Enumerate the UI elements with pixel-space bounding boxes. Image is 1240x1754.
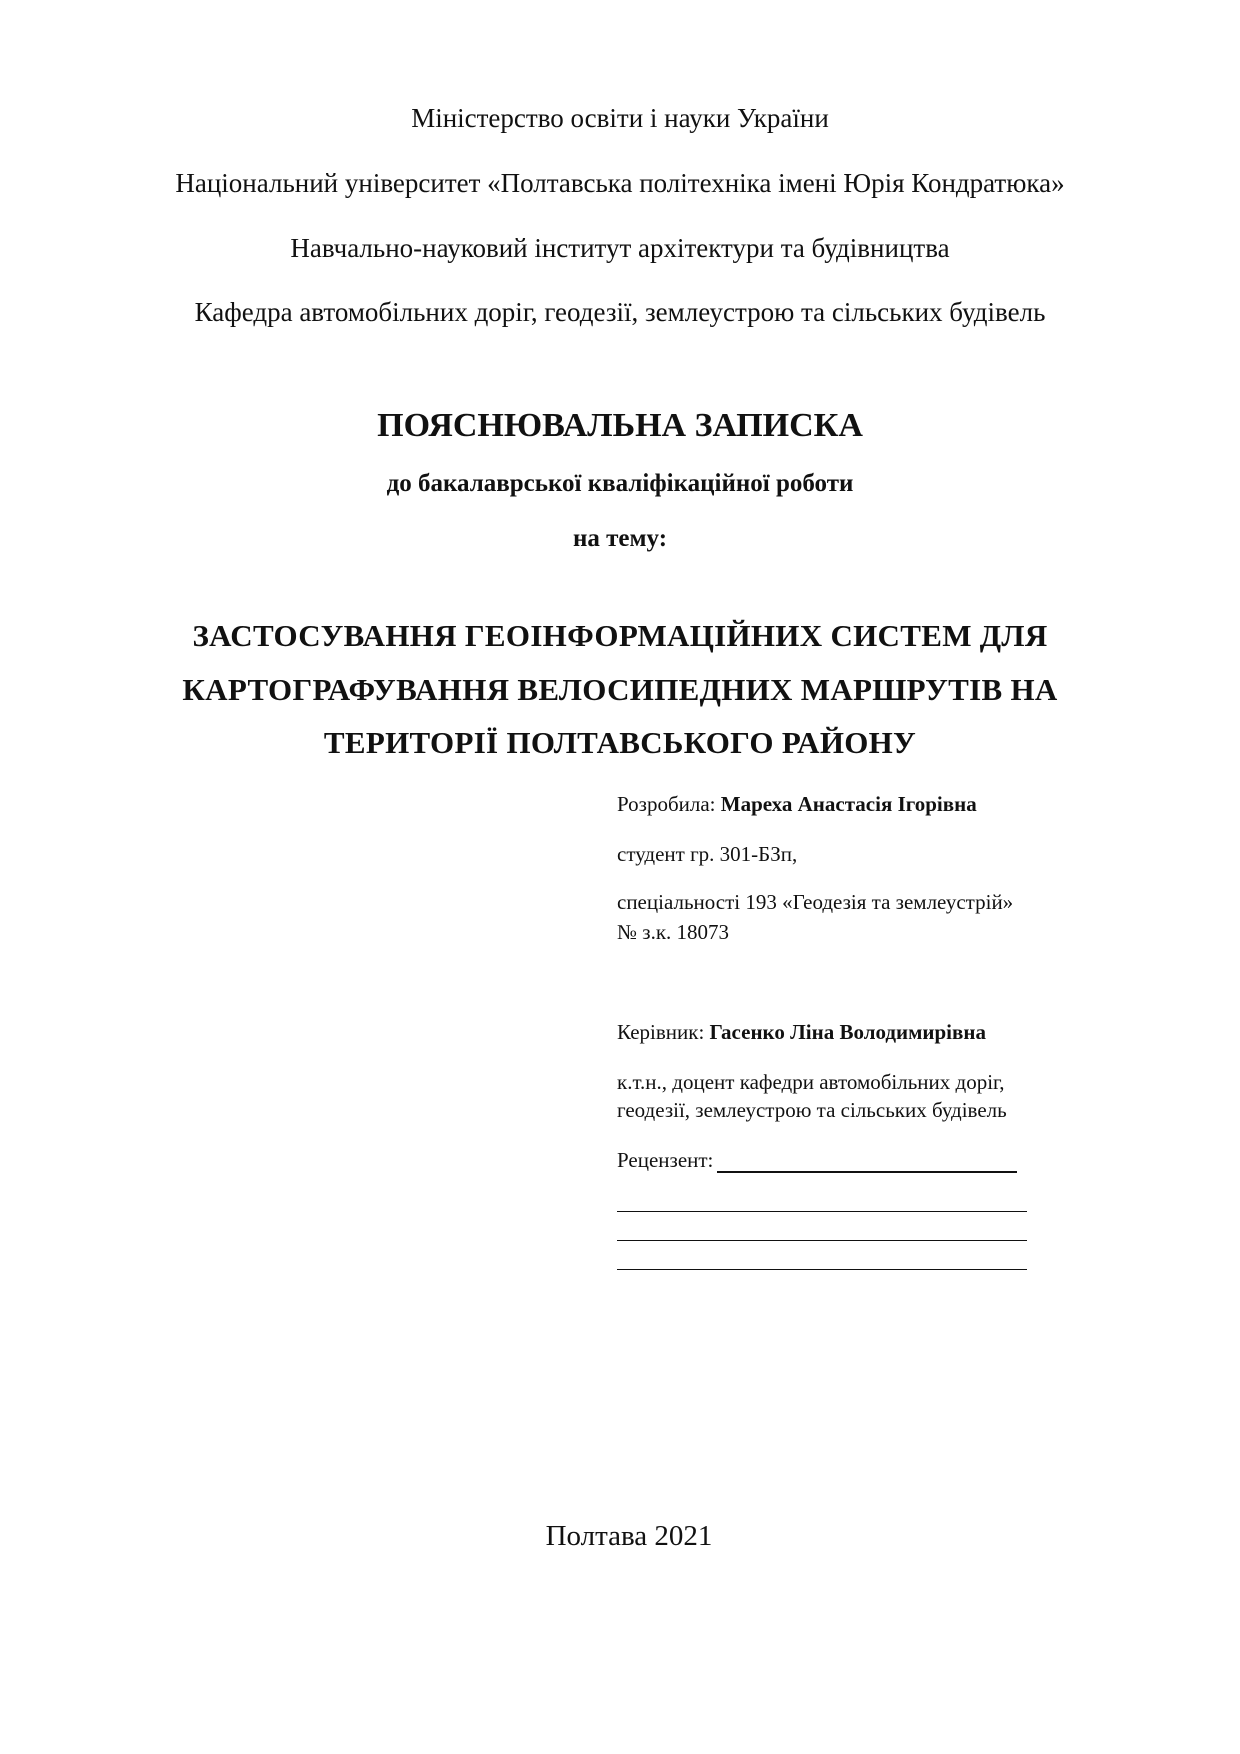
university: Національний університет «Полтавська політехніка імені Юрія Кондратюка» [175,168,1065,198]
author-label: Розробила: [617,792,716,816]
supervisor-position: геодезії, землеустрою та сільських будівель [617,1098,1007,1122]
supervisor-name: Гасенко Ліна Володимирівна [709,1020,986,1044]
reviewer-name-blank [717,1149,1017,1173]
department: Кафедра автомобільних доріг, геодезії, землеустрою та сільських будівель [194,297,1046,327]
blank-line [617,1240,1027,1241]
thesis-title-line: ТЕРИТОРІЇ ПОЛТАВСЬКОГО РАЙОНУ [323,725,917,760]
blank-line [617,1211,1027,1212]
blank-line [617,1269,1027,1270]
topic-label: на тему: [572,525,668,552]
author-group: студент гр. 301-БЗп, [617,842,798,866]
city-year: Полтава 2021 [545,1520,713,1552]
author-record: № з.к. 18073 [617,920,730,944]
thesis-title-line: ЗАСТОСУВАННЯ ГЕОІНФОРМАЦІЙНИХ СИСТЕМ ДЛЯ [192,618,1048,653]
author-line [617,792,977,817]
supervisor-position: к.т.н., доцент кафедри автомобільних доріг, [617,1070,1005,1094]
document-type: ПОЯСНЮВАЛЬНА ЗАПИСКА [377,407,863,444]
reviewer-label: Рецензент: [617,1148,714,1172]
author-name: Мареха Анастасія Ігорівна [720,792,977,816]
ministry: Міністерство освіти і науки України [411,103,829,133]
thesis-title-line: КАРТОГРАФУВАННЯ ВЕЛОСИПЕДНИХ МАРШРУТІВ НА [182,672,1058,707]
reviewer-line [617,1148,1017,1173]
institute: Навчально-науковий інститут архітектури та будівництва [290,233,950,263]
supervisor-line [617,1020,986,1045]
author-specialty: спеціальності 193 «Геодезія та землеустрій» [617,890,1014,914]
supervisor-label: Керівник: [617,1020,705,1044]
document-subtitle: до бакалаврської кваліфікаційної роботи [386,470,854,497]
